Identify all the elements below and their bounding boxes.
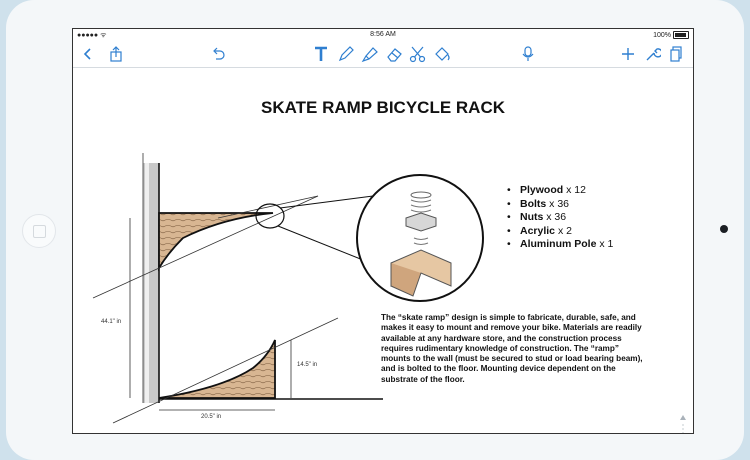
text-tool-icon[interactable]: [313, 45, 329, 63]
home-button[interactable]: [22, 214, 56, 248]
description-text: The “skate ramp” design is simple to fabricate, durable, safe, and makes it easy to mount and remove your bike. Materials are readily available at any hardware store, and the construction process requires rudimentary knowledge of construction. The “ramp” mounts to the wall (must be secured to stud or load bearing beam), and is bolted to the floor. Mounting device dependent on the substrate of the floor.: [381, 313, 643, 384]
material-item: • Nuts x 36: [507, 211, 613, 225]
page-title: SKATE RAMP BICYCLE RACK: [261, 98, 505, 117]
scissors-icon[interactable]: [409, 45, 427, 63]
front-camera: [720, 225, 728, 233]
dim-ramp-label: 14.5" in: [297, 362, 318, 368]
screen: [72, 28, 694, 434]
material-item: • Acrylic x 2: [507, 225, 613, 239]
pencil-icon[interactable]: [337, 45, 355, 63]
dim-height-label: 44.1" in: [101, 319, 122, 325]
status-bar: [73, 29, 693, 41]
detail-callout: [357, 175, 483, 301]
back-chevron-icon[interactable]: [83, 45, 93, 63]
toolbar: [73, 41, 693, 68]
share-icon[interactable]: [109, 45, 123, 63]
battery-percent: 100%: [653, 31, 671, 39]
undo-icon[interactable]: [211, 45, 225, 63]
material-item: • Bolts x 36: [507, 198, 613, 212]
dim-base-label: 20.5" in: [201, 414, 222, 420]
page-scroll-indicator[interactable]: [679, 414, 687, 434]
pages-icon[interactable]: [669, 45, 683, 63]
lower-ramp: [159, 340, 275, 398]
wrench-icon[interactable]: [645, 45, 661, 63]
add-icon[interactable]: [621, 45, 635, 63]
document-page[interactable]: [73, 68, 693, 434]
paint-bucket-icon[interactable]: [433, 45, 451, 63]
eraser-icon[interactable]: [385, 45, 403, 63]
material-item: • Aluminum Pole x 1: [507, 238, 613, 252]
ipad-frame: [6, 0, 744, 460]
upper-ramp: [159, 213, 273, 268]
material-item: • Plywood x 12: [507, 184, 613, 198]
signal-icon: ●●●●● ᯤ: [77, 32, 107, 39]
materials-list: [507, 184, 613, 252]
battery-status: [653, 31, 689, 39]
microphone-icon[interactable]: [521, 45, 535, 63]
status-time: 8:56 AM: [370, 31, 396, 38]
highlighter-icon[interactable]: [361, 45, 379, 63]
battery-icon: [673, 31, 689, 39]
